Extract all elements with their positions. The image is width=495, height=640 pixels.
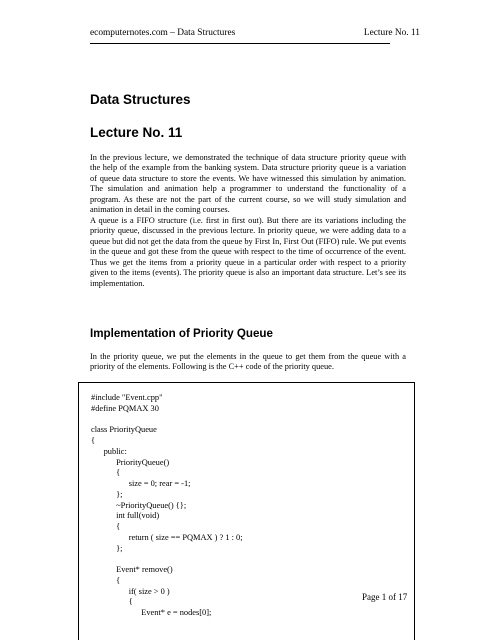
lecture-heading: Lecture No. 11 <box>90 125 183 140</box>
fifo-paragraph: A queue is a FIFO structure (i.e. first in first out). But there are its variations including the priority queue, discussed in the previous lecture. In priority queue, we were adding data to a queue but did not get the data from the queue by First In, First Out (FIFO) rule. We put events in the queue and got these from the queue with respect to the time of occurrence of the event. Thus we get the items from a priority queue in a particular order with respect to a priority given to the items (events). The priority queue is also an important data structure. Let’s see its implementation. <box>90 216 406 288</box>
code-intro-paragraph: In the priority queue, we put the elements in the queue to get them from the queue with a priority of the elements. Following is the C++ code of the priority queue. <box>90 352 406 372</box>
page-header <box>90 28 420 38</box>
code-line: }; <box>91 489 123 499</box>
code-line: { <box>91 436 96 445</box>
code-line: { <box>91 468 121 478</box>
page-number: Page 1 of 17 <box>362 592 408 602</box>
code-line: { <box>91 522 121 531</box>
header-lecture-number: Lecture No. 11 <box>363 28 420 38</box>
code-line: return ( size == PQMAX ) ? 1 : 0; <box>91 532 243 542</box>
code-line: Event* e = nodes[0]; <box>91 608 212 617</box>
header-site-title: ecomputernotes.com – Data Structures <box>90 28 236 38</box>
code-line: #include "Event.cpp" <box>91 393 163 402</box>
code-line: { <box>91 597 133 607</box>
code-line <box>91 415 243 426</box>
header-rule <box>90 43 390 44</box>
code-line: public: <box>91 446 127 456</box>
document-title: Data Structures <box>90 92 191 107</box>
code-line: if( size > 0 ) <box>91 586 170 596</box>
code-line: Event* remove() <box>91 565 173 574</box>
code-line: int full(void) <box>91 511 160 521</box>
code-line: ~PriorityQueue() {}; <box>91 500 187 510</box>
code-listing <box>91 393 243 619</box>
code-line: }; <box>91 543 123 553</box>
code-line: class PriorityQueue <box>91 425 157 435</box>
section-heading: Implementation of Priority Queue <box>90 327 273 340</box>
code-line: { <box>91 575 121 585</box>
code-line: size = 0; rear = -1; <box>91 479 191 488</box>
code-line: #define PQMAX 30 <box>91 403 159 413</box>
intro-paragraph: In the previous lecture, we demonstrated the technique of data structure priority queue with the help of the example from the banking system. Data structure priority queue is a variation of queue data structure to store the events. We have witnessed this simulation by animation. The simulation and animation help a programmer to understand the functionality of a program. As these are not the part of the current course, so we will study simulation and animation in detail in the coming courses. <box>90 153 406 215</box>
code-line: PriorityQueue() <box>91 457 170 467</box>
code-line <box>91 554 243 565</box>
